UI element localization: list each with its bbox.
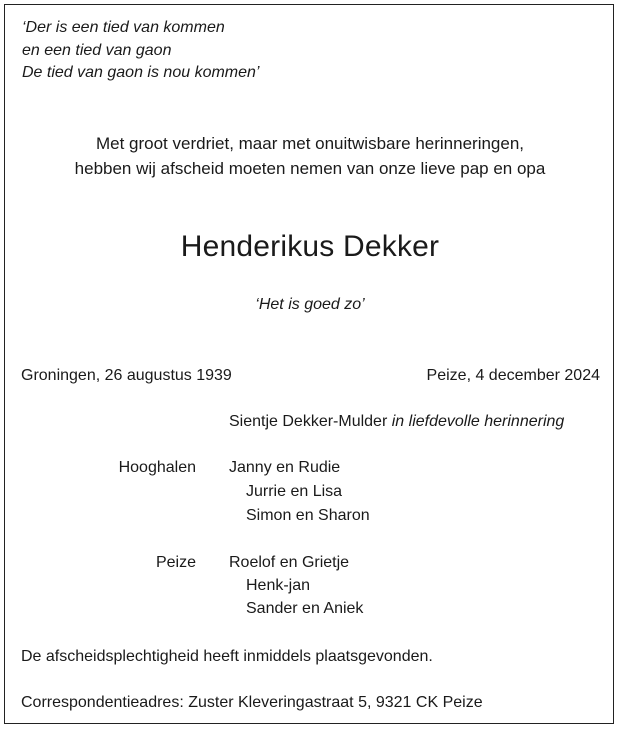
intro-line: hebben wij afscheid moeten nemen van onze lieve pap en opa bbox=[74, 159, 546, 178]
family-children: Roelof en Grietje bbox=[229, 554, 350, 571]
family-grandchildren: Simon en Sharon bbox=[246, 507, 370, 524]
family-place: Hooghalen bbox=[118, 459, 196, 476]
ceremony-notice: De afscheidsplechtigheid heeft inmiddels plaatsgevonden. bbox=[21, 648, 433, 665]
spouse-line bbox=[229, 413, 564, 431]
spouse-name: Sientje Dekker-Mulder bbox=[229, 413, 388, 430]
poem bbox=[22, 17, 259, 85]
correspondence-address: Correspondentieadres: Zuster Kleveringastraat 5, 9321 CK Peize bbox=[21, 694, 483, 711]
family-grandchildren: Jurrie en Lisa bbox=[246, 483, 343, 500]
family-place: Peize bbox=[155, 554, 196, 571]
deceased-name: Henderikus Dekker bbox=[180, 230, 440, 263]
family-grandchildren: Henk-jan bbox=[246, 577, 311, 594]
poem-line: De tied van gaon is nou kommen’ bbox=[22, 64, 260, 81]
motto: ‘Het is goed zo’ bbox=[255, 296, 365, 313]
spouse-note: in liefdevolle herinnering bbox=[391, 413, 565, 430]
poem-line: en een tied van gaon bbox=[22, 41, 172, 59]
poem-line: ‘Der is een tied van kommen bbox=[22, 19, 225, 36]
family-grandchildren: Sander en Aniek bbox=[246, 600, 364, 617]
intro-text bbox=[0, 131, 620, 181]
family-children: Janny en Rudie bbox=[229, 459, 341, 476]
birth-info: Groningen, 26 augustus 1939 bbox=[21, 367, 232, 384]
death-info: Peize, 4 december 2024 bbox=[426, 367, 600, 384]
intro-line: Met groot verdriet, maar met onuitwisbare herinneringen, bbox=[95, 134, 525, 153]
